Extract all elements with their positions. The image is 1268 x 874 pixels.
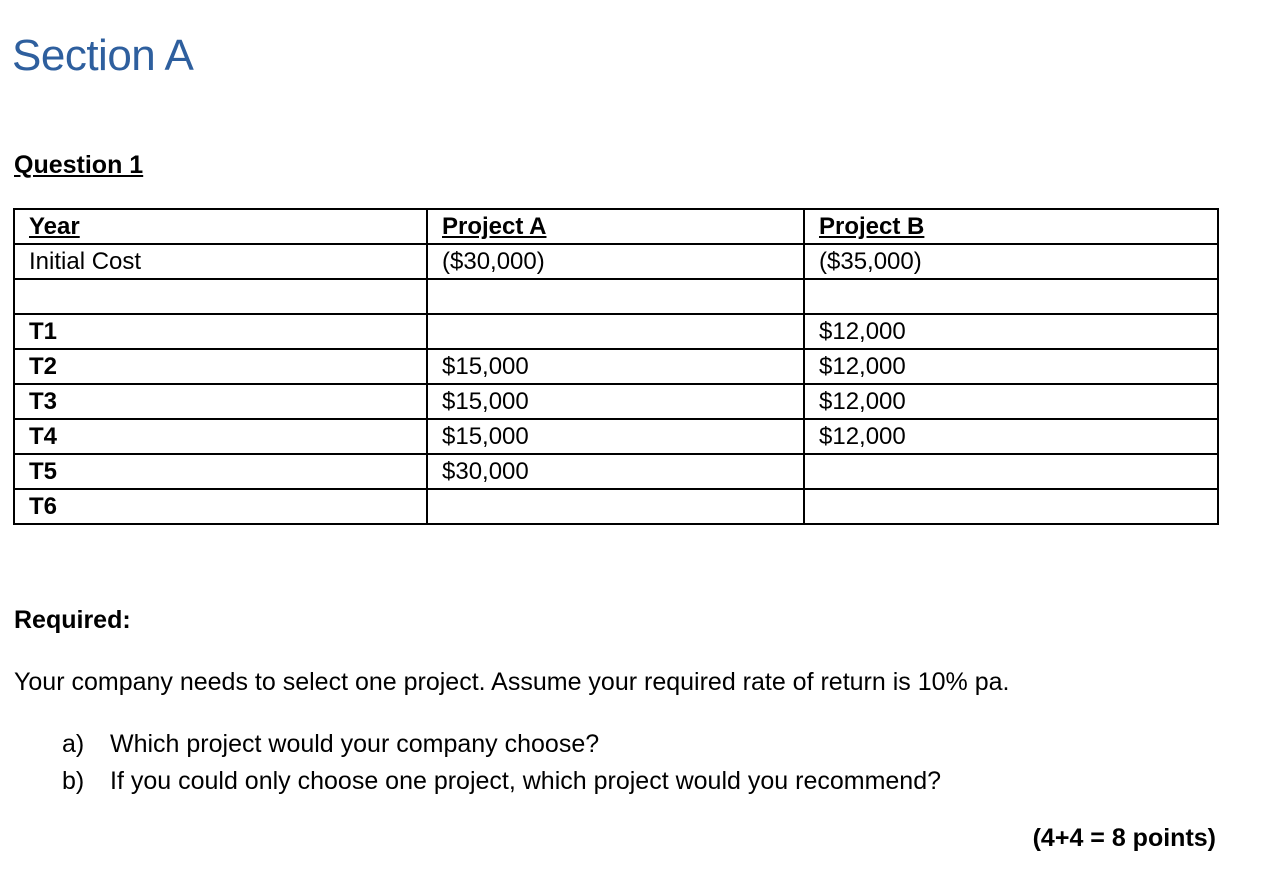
header-year: Year (14, 209, 427, 244)
project-a-value (427, 489, 804, 524)
row-label: T4 (14, 419, 427, 454)
project-a-value (427, 279, 804, 314)
project-a-value (427, 314, 804, 349)
row-label: T2 (14, 349, 427, 384)
question-list (62, 726, 941, 800)
table-row (14, 349, 1218, 384)
table-row (14, 489, 1218, 524)
instructions-text: Your company needs to select one project. Assume your required rate of return is 10% pa. (14, 668, 1010, 696)
project-b-value (804, 489, 1218, 524)
cash-flow-table (13, 208, 1219, 525)
table-row (14, 314, 1218, 349)
project-b-value: ($35,000) (804, 244, 1218, 279)
project-b-value: $12,000 (804, 384, 1218, 419)
project-a-value: $15,000 (427, 419, 804, 454)
project-a-value: $15,000 (427, 384, 804, 419)
row-label: T3 (14, 384, 427, 419)
section-title: Section A (12, 31, 194, 80)
project-b-value (804, 454, 1218, 489)
header-project-a: Project A (427, 209, 804, 244)
list-marker: b) (62, 767, 85, 795)
project-a-value: $30,000 (427, 454, 804, 489)
question-title: Question 1 (14, 151, 144, 179)
project-a-value: $15,000 (427, 349, 804, 384)
project-b-value: $12,000 (804, 349, 1218, 384)
table-row (14, 279, 1218, 314)
table-header-row (14, 209, 1218, 244)
required-heading: Required: (14, 606, 131, 634)
list-item (62, 763, 941, 800)
project-a-value: ($30,000) (427, 244, 804, 279)
table-row (14, 384, 1218, 419)
project-b-value (804, 279, 1218, 314)
points-label: (4+4 = 8 points) (1032, 824, 1216, 852)
question-text: Which project would your company choose? (110, 730, 600, 758)
question-text: If you could only choose one project, which project would you recommend? (110, 767, 942, 795)
header-project-b: Project B (804, 209, 1218, 244)
list-marker: a) (62, 730, 85, 758)
table-row (14, 419, 1218, 454)
list-item (62, 726, 941, 763)
row-label (14, 279, 427, 314)
table-row (14, 454, 1218, 489)
row-label: T5 (14, 454, 427, 489)
table-row (14, 244, 1218, 279)
project-b-value: $12,000 (804, 419, 1218, 454)
row-label: T1 (14, 314, 427, 349)
row-label: Initial Cost (14, 244, 427, 279)
project-b-value: $12,000 (804, 314, 1218, 349)
row-label: T6 (14, 489, 427, 524)
